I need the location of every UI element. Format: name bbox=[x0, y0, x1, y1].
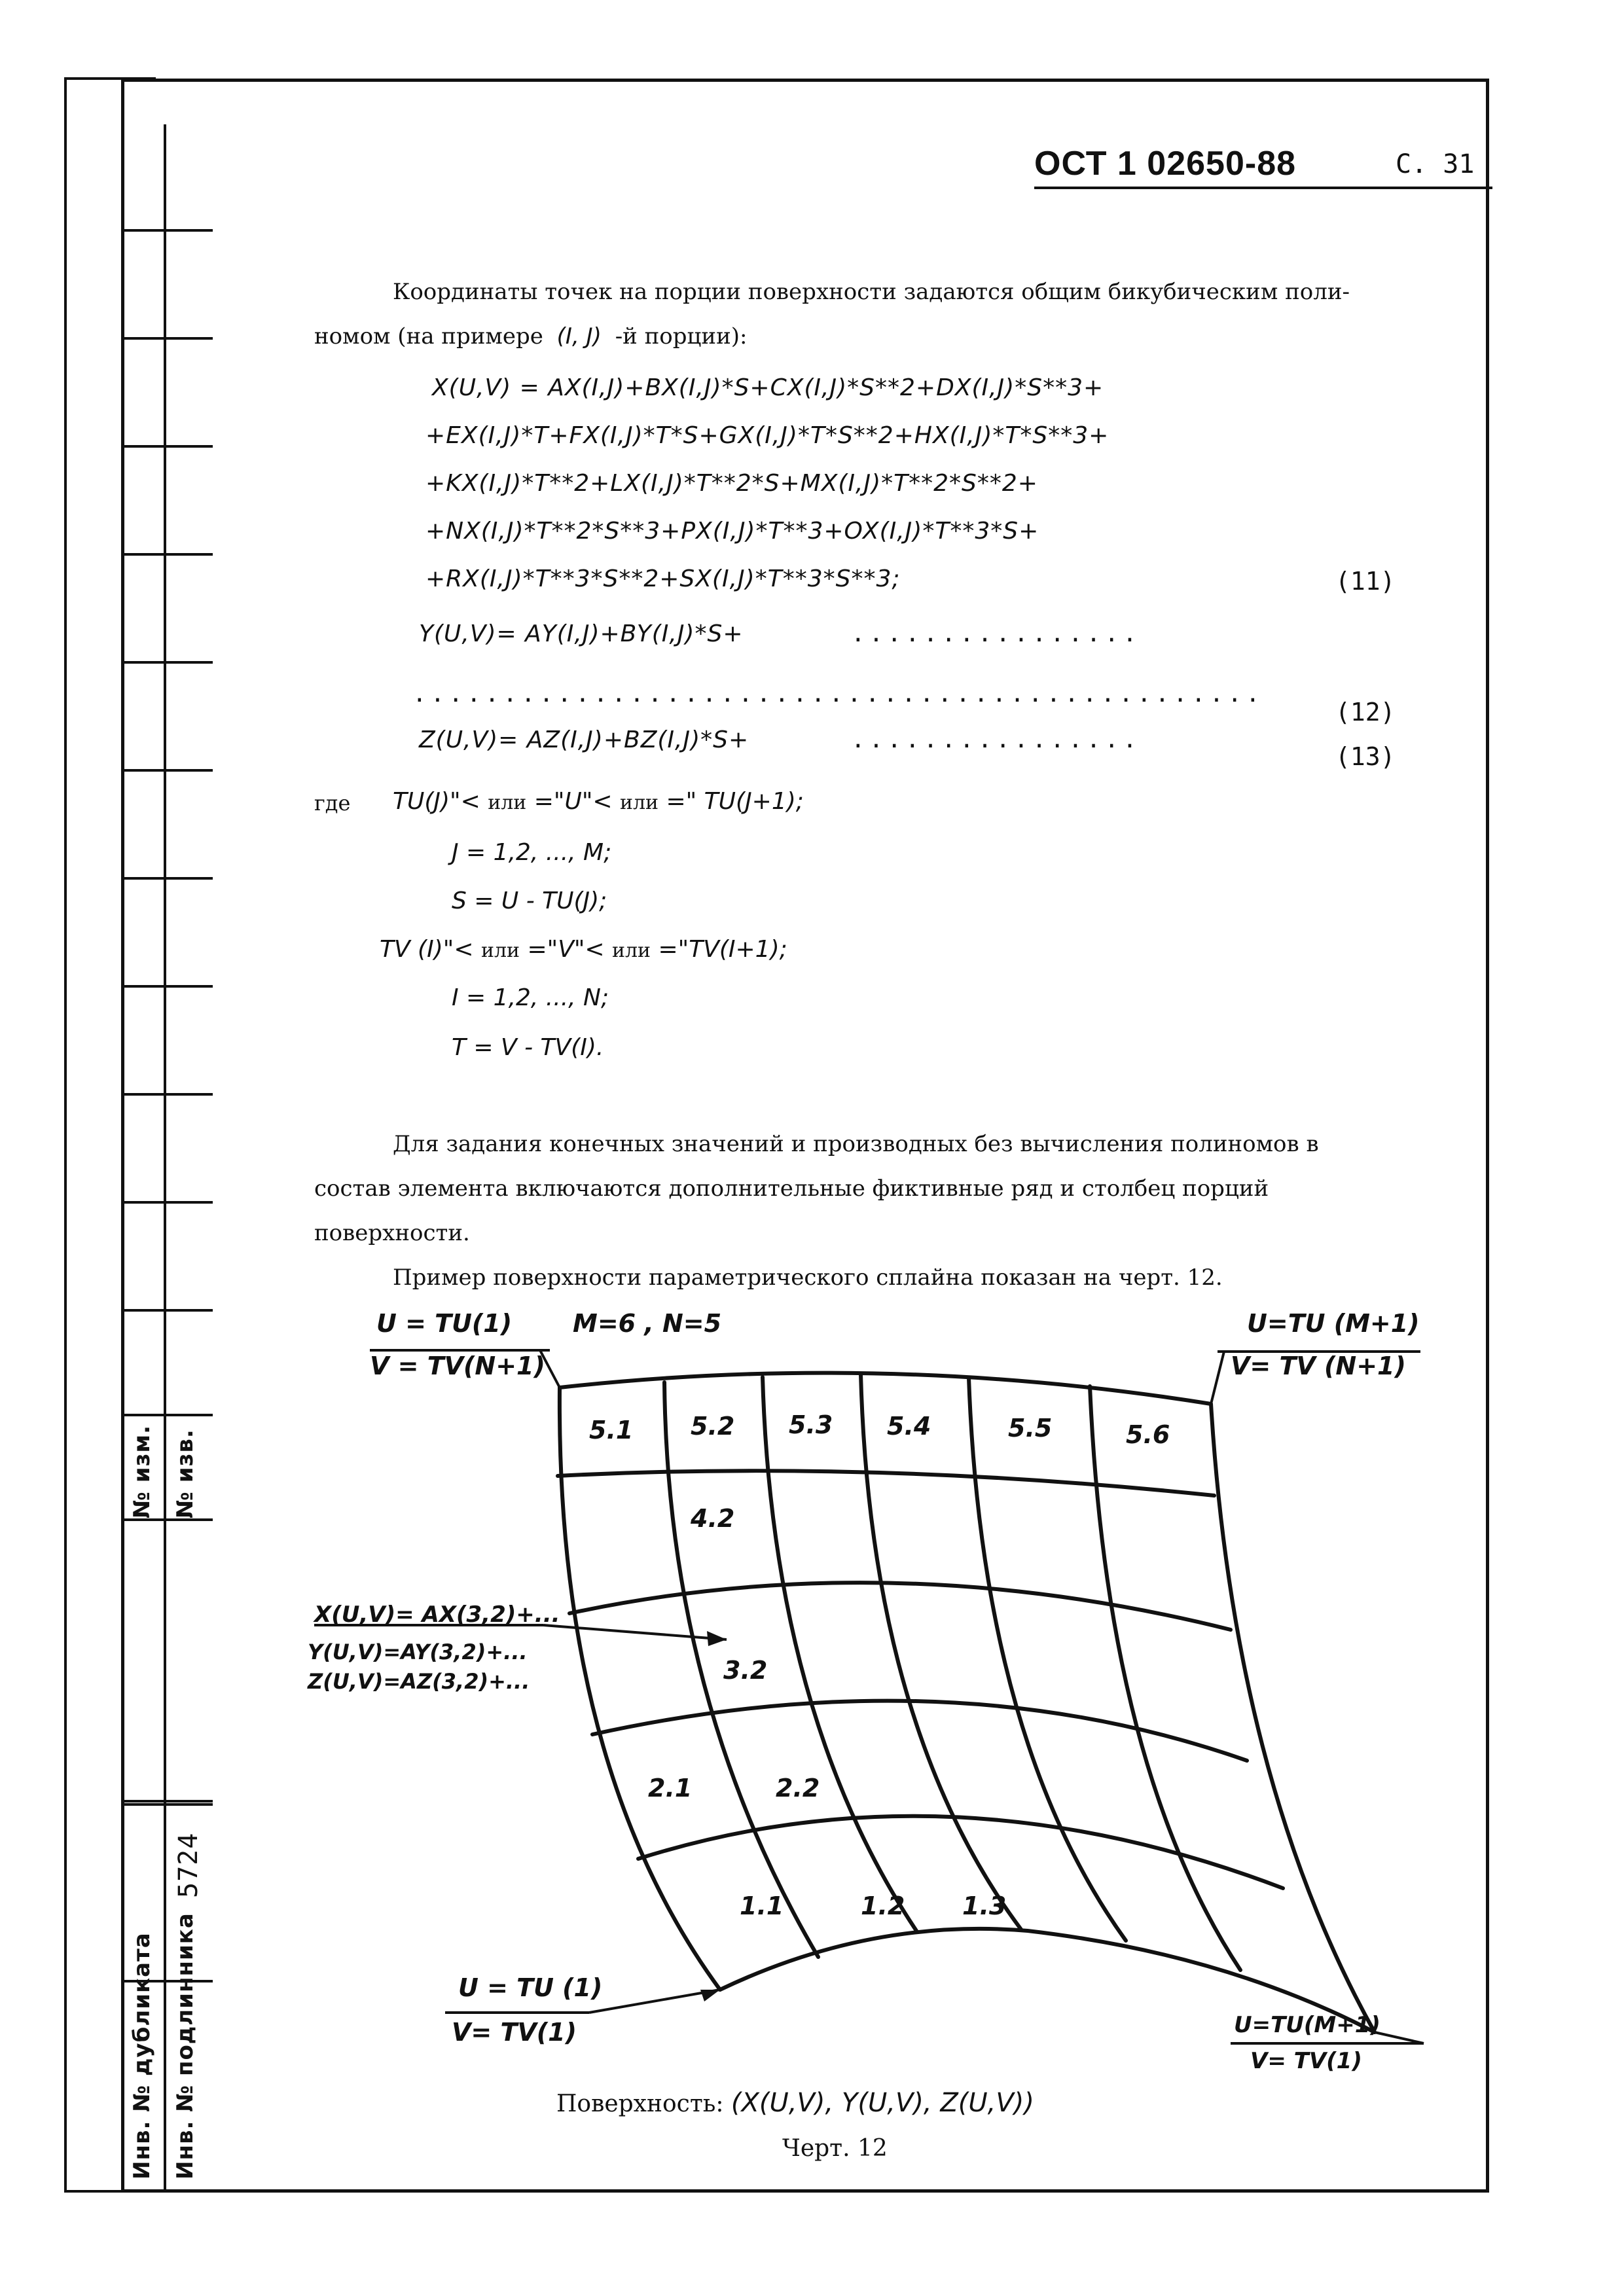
caption-surface-formula: (X(U,V), Y(U,V), Z(U,V)) bbox=[731, 2088, 1034, 2118]
formula-12: Y(U,V)= AY(I,J)+BY(I,J)*S+ bbox=[419, 620, 744, 647]
original-inv-label: Инв. № подлинника bbox=[172, 1912, 198, 2179]
where-label: где bbox=[314, 791, 351, 816]
grid-u-line bbox=[763, 1377, 916, 1931]
cond-tv-i1: ="TV(I+1); bbox=[658, 936, 787, 963]
cell-5-6: 5.6 bbox=[1126, 1420, 1170, 1449]
params-label: M=6 , N=5 bbox=[573, 1309, 722, 1338]
cell-1-3: 1.3 bbox=[962, 1892, 1007, 1920]
cond-or: или bbox=[620, 791, 659, 814]
equation-number-11: (11) bbox=[1335, 567, 1396, 596]
cell-3-2: 3.2 bbox=[723, 1656, 768, 1685]
cond-or: или bbox=[612, 939, 651, 962]
cond-tv-i: TV (I)"< bbox=[380, 936, 474, 963]
formula-13-dots: ................ bbox=[851, 726, 1141, 753]
eq-y-label: Y(U,V)=AY(3,2)+... bbox=[308, 1640, 528, 1664]
duplicate-inv-label: Инв. № дубликата bbox=[129, 1932, 155, 2179]
original-inv-number: 5724 bbox=[173, 1832, 204, 1898]
tl-top-label: U = TU(1) bbox=[376, 1309, 513, 1338]
cell-2-2: 2.2 bbox=[776, 1774, 820, 1803]
cond-u: ="U"< bbox=[533, 788, 613, 815]
cond-or: или bbox=[480, 939, 520, 962]
cond-v: ="V"< bbox=[527, 936, 605, 963]
formula-11-line-3: +KX(I,J)*T**2+LX(I,J)*T**2*S+MX(I,J)*T**2*S**2+ bbox=[425, 470, 1038, 497]
surface-top-edge bbox=[560, 1373, 1211, 1404]
grid-u-line bbox=[969, 1378, 1126, 1941]
grid-v-line bbox=[569, 1583, 1231, 1630]
cond-tu-j1: =" TU(J+1); bbox=[666, 788, 804, 815]
surface-right-edge bbox=[1211, 1404, 1375, 2032]
formula-13: Z(U,V)= AZ(I,J)+BZ(I,J)*S+ bbox=[419, 726, 749, 753]
condition-j-values: J = 1,2, ..., M; bbox=[452, 839, 612, 866]
formula-11-line-1: X(U,V) = AX(I,J)+BX(I,J)*S+CX(I,J)*S**2+DX(I,J)*S**3+ bbox=[432, 374, 1104, 401]
condition-s: S = U - TU(J); bbox=[452, 888, 607, 914]
bl-bottom-label: V= TV(1) bbox=[452, 2018, 577, 2047]
cell-2-1: 2.1 bbox=[648, 1774, 693, 1803]
arrowhead-eq bbox=[707, 1631, 727, 1646]
tr-top-label: U=TU (M+1) bbox=[1247, 1309, 1420, 1338]
page-number: С. 31 bbox=[1396, 149, 1475, 179]
change-no-label: № изм. bbox=[129, 1424, 155, 1518]
formula-11-line-5: +RX(I,J)*T**3*S**2+SX(I,J)*T**3*S**3; bbox=[425, 565, 901, 592]
leader-bl-arrow bbox=[589, 1990, 720, 2013]
cell-4-2: 4.2 bbox=[691, 1504, 735, 1533]
bl-top-label: U = TU (1) bbox=[458, 1973, 603, 2002]
tr-bottom-label: V= TV (N+1) bbox=[1231, 1352, 1406, 1380]
eq-x-label: X(U,V)= AX(3,2)+... bbox=[314, 1602, 560, 1628]
para2-line-2: состав элемента включаются дополнительные фиктивные ряд и столбец порций bbox=[314, 1175, 1269, 1202]
cell-1-1: 1.1 bbox=[740, 1892, 784, 1920]
para2-line-1: Для задания конечных значений и производных без вычисления полиномов в bbox=[393, 1131, 1319, 1157]
condition-i-values: I = 1,2, ..., N; bbox=[452, 984, 609, 1011]
cell-5-1: 5.1 bbox=[589, 1416, 634, 1444]
equation-number-13: (13) bbox=[1335, 742, 1396, 771]
formula-12-dots-a: ................ bbox=[851, 620, 1141, 647]
cond-tu-j: TU(J)"< bbox=[393, 788, 480, 815]
cell-5-2: 5.2 bbox=[691, 1412, 735, 1441]
eq-z-label: Z(U,V)=AZ(3,2)+... bbox=[308, 1669, 530, 1694]
intro-text-c: -й порции): bbox=[615, 323, 748, 350]
condition-t: T = V - TV(I). bbox=[452, 1034, 604, 1061]
notice-no-label: № изв. bbox=[172, 1429, 198, 1518]
arrowhead-bl bbox=[700, 1990, 720, 2001]
figure-caption bbox=[556, 2088, 1034, 2118]
formula-11-line-2: +EX(I,J)*T+FX(I,J)*T*S+GX(I,J)*T*S**2+HX(I,J)*T*S**3+ bbox=[425, 422, 1110, 449]
formula-12-dots-b: ............................................... bbox=[412, 681, 1264, 708]
intro-ij: (I, J) bbox=[556, 323, 602, 350]
figure-number: Черт. 12 bbox=[782, 2135, 888, 2162]
para2-line-3: поверхности. bbox=[314, 1220, 470, 1246]
grid-v-line bbox=[558, 1471, 1214, 1496]
intro-text-a: номом (на примере bbox=[314, 323, 543, 350]
para2-line-4: Пример поверхности параметрического сплайна показан на черт. 12. bbox=[393, 1265, 1223, 1291]
intro-line-1: Координаты точек на порции поверхности задаются общим бикубическим поли- bbox=[393, 279, 1350, 305]
caption-surface-word: Поверхность: bbox=[556, 2090, 724, 2117]
leader-br bbox=[1375, 2032, 1424, 2043]
cell-5-5: 5.5 bbox=[1008, 1414, 1053, 1443]
cond-or: или bbox=[488, 791, 527, 814]
br-top-label: U=TU(M+1) bbox=[1234, 2012, 1380, 2038]
standard-code: ОСТ 1 02650-88 bbox=[1034, 145, 1297, 183]
equation-number-12: (12) bbox=[1335, 698, 1396, 726]
grid-u-line bbox=[861, 1374, 1021, 1929]
surface-left-edge bbox=[560, 1388, 720, 1990]
br-bottom-label: V= TV(1) bbox=[1250, 2048, 1362, 2074]
cell-5-3: 5.3 bbox=[789, 1410, 833, 1439]
leader-eq-arrow bbox=[543, 1625, 727, 1640]
cell-5-4: 5.4 bbox=[887, 1412, 931, 1441]
formula-11-line-4: +NX(I,J)*T**2*S**3+PX(I,J)*T**3+OX(I,J)*T**3*S+ bbox=[425, 518, 1039, 545]
cell-1-2: 1.2 bbox=[861, 1892, 905, 1920]
leader-tr bbox=[1211, 1352, 1224, 1404]
tl-bottom-label: V = TV(N+1) bbox=[370, 1352, 545, 1380]
